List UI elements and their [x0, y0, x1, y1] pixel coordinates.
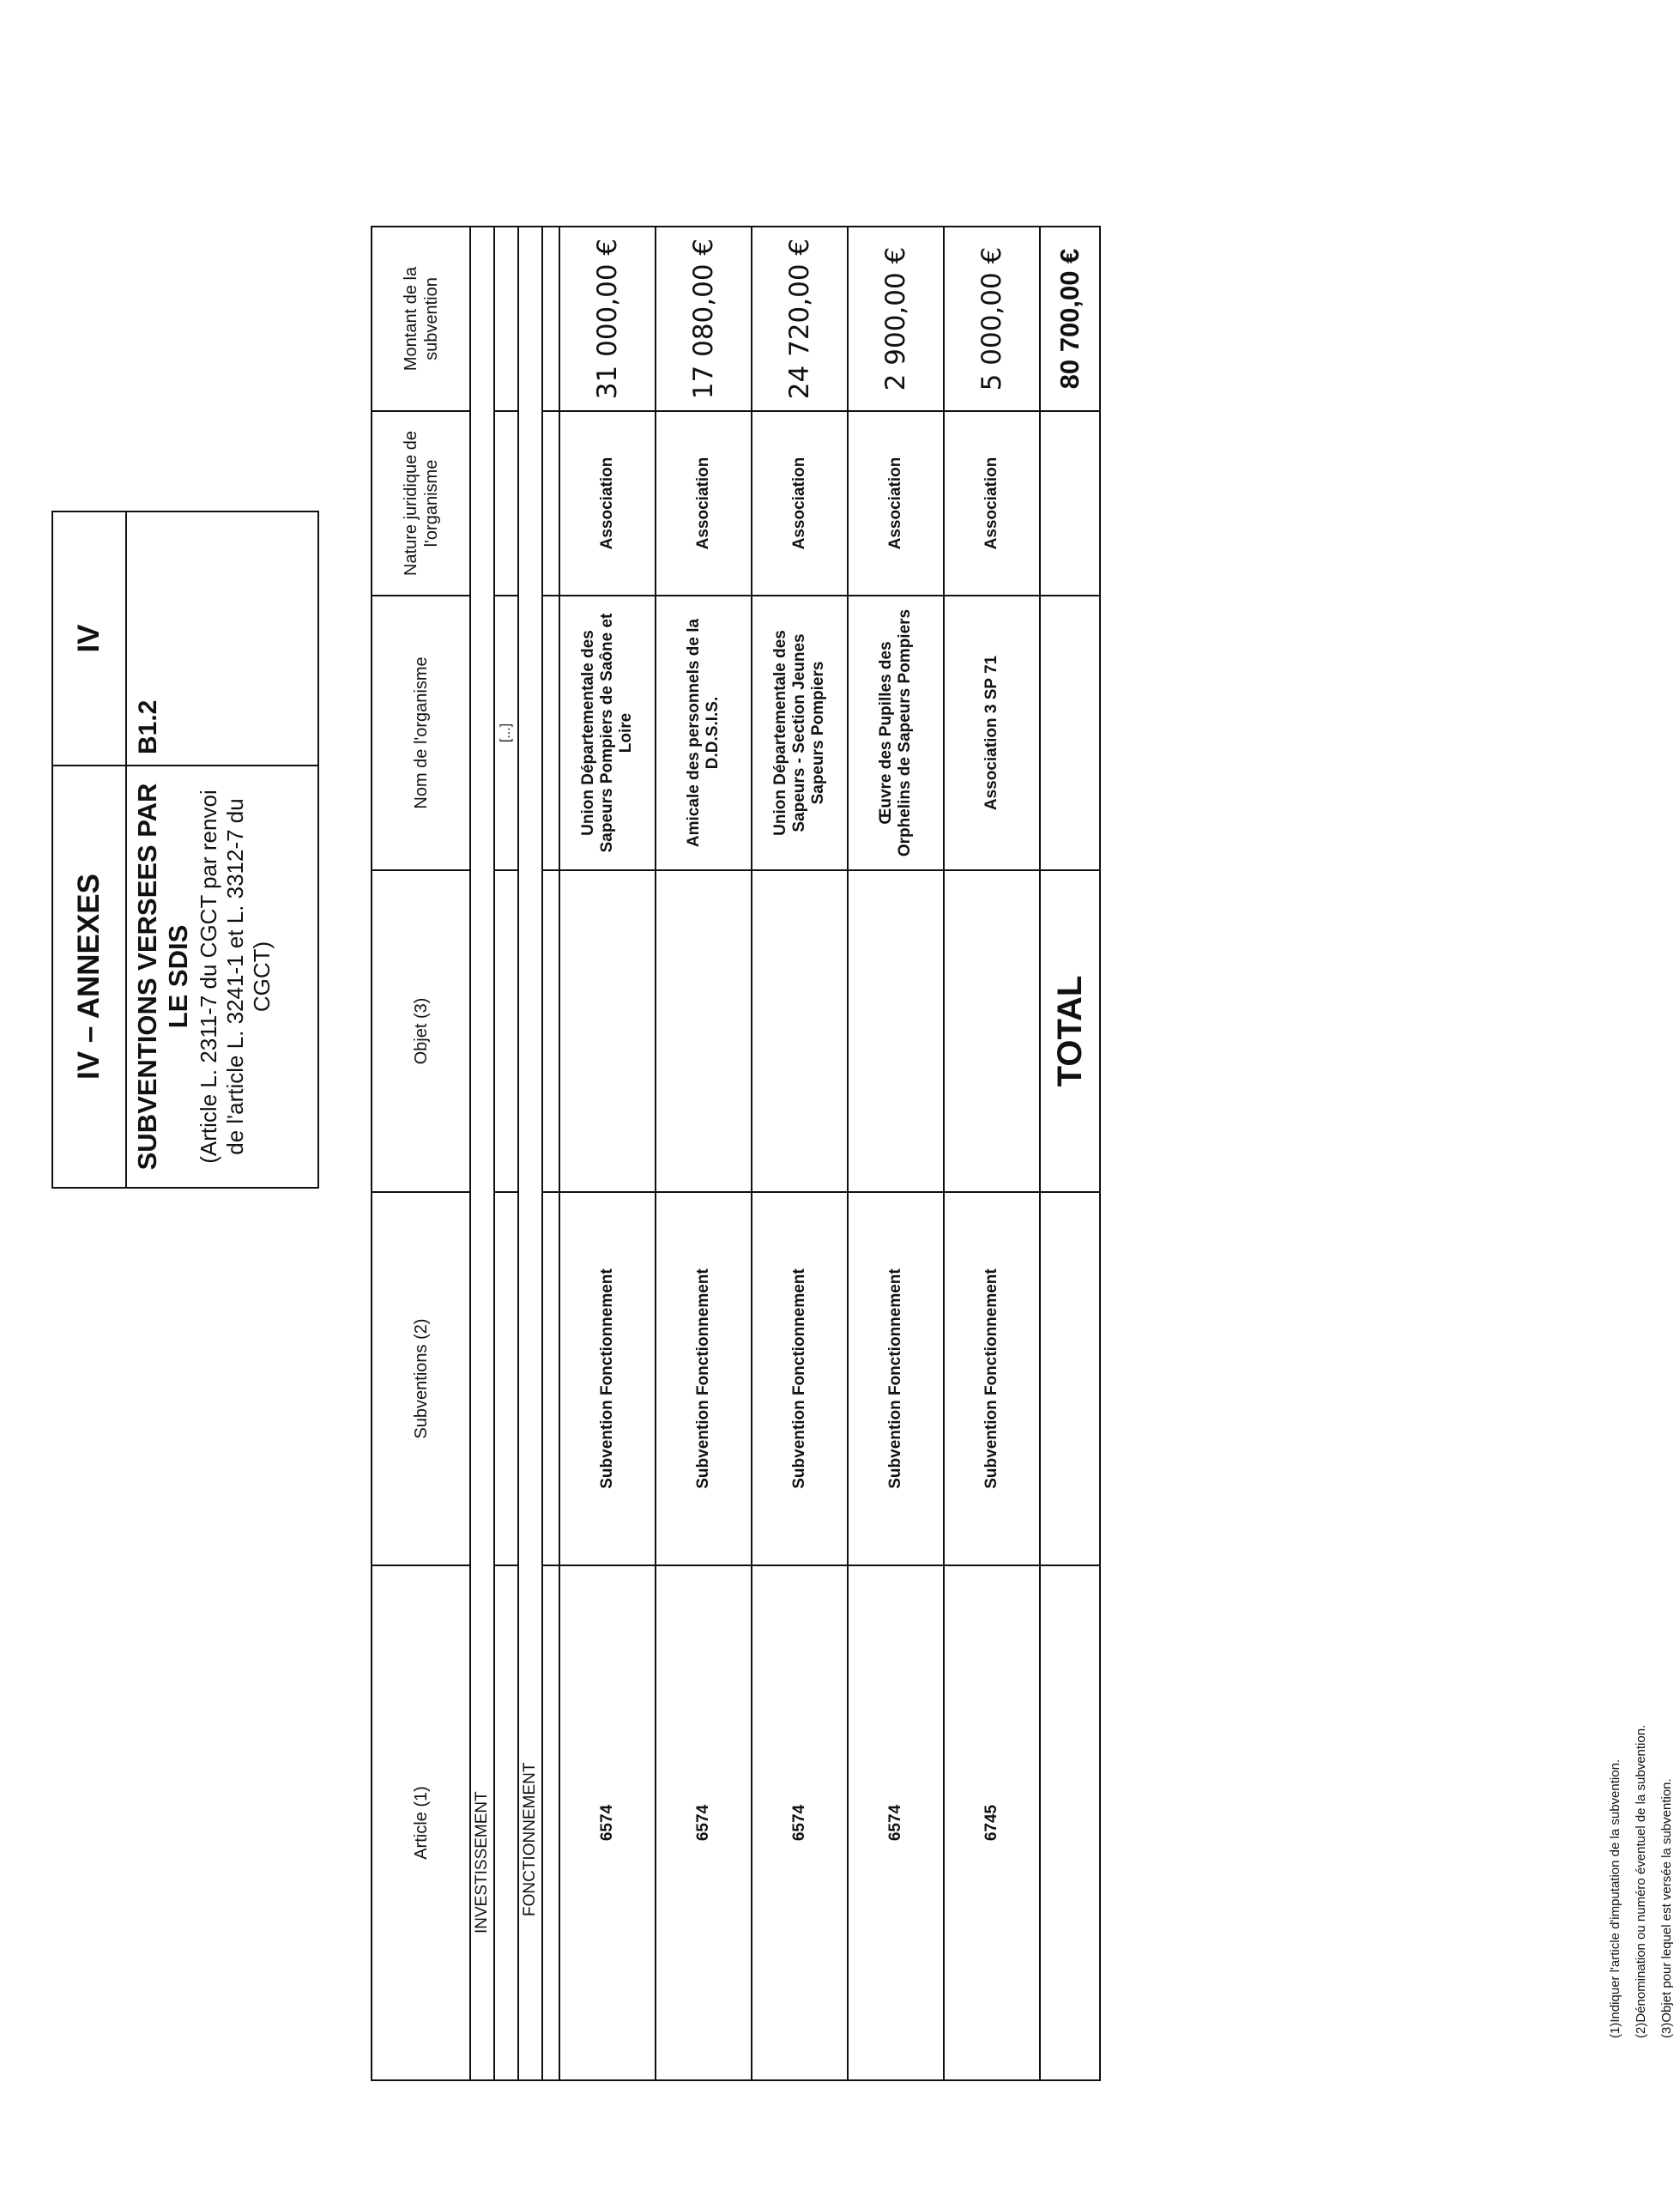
cell-objet	[848, 870, 944, 1192]
section-investissement: INVESTISSEMENT	[470, 227, 494, 2080]
cell-nature: Association	[752, 411, 848, 596]
cell-montant: 17 080,00 €	[656, 227, 752, 411]
cell-subvention: Subvention Fonctionnement	[656, 1192, 752, 1565]
cell-organisme: Association 3 SP 71	[944, 596, 1040, 870]
cell-subvention: Subvention Fonctionnement	[848, 1192, 944, 1565]
cell-objet	[656, 870, 752, 1192]
section-fonctionnement: FONCTIONNEMENT	[518, 227, 542, 2080]
footnote-1: (1)Indiquer l'article d'imputation de la subvention.	[1608, 1758, 1623, 2038]
col-article: Article (1)	[372, 1565, 470, 2080]
annex-title: SUBVENTIONS VERSEES PAR LE SDIS	[132, 783, 193, 1171]
cell-article: 6574	[848, 1565, 944, 2080]
col-nom-organisme: Nom de l'organisme	[372, 596, 470, 870]
annex-number: IV	[52, 511, 126, 766]
table-row	[848, 227, 944, 2080]
table-header-row	[372, 227, 470, 2080]
table-row	[559, 227, 656, 2080]
cell-objet	[752, 870, 848, 1192]
table-row	[944, 227, 1040, 2080]
cell-article: 6745	[944, 1565, 1040, 2080]
cell-nature: Association	[559, 411, 656, 596]
cell-organisme: Amicale des personnels de la D.D.S.I.S.	[656, 596, 752, 870]
col-nature-juridique: Nature juridique de l'organisme	[372, 411, 470, 596]
cell-objet	[944, 870, 1040, 1192]
cell-subvention: Subvention Fonctionnement	[944, 1192, 1040, 1565]
footnote-2: (2)Dénomination ou numéro éventuel de la subvention.	[1634, 1724, 1648, 2038]
section-row-investissement	[470, 227, 494, 2080]
cell-nature: Association	[848, 411, 944, 596]
cell-article: 6574	[752, 1565, 848, 2080]
col-subventions: Subventions (2)	[372, 1192, 470, 1565]
cell-nature: Association	[944, 411, 1040, 596]
annex-subtitle: (Article L. 2311-7 du CGCT par renvoi de l'article L. 3241-1 et L. 3312-7 du CGCT)	[196, 790, 275, 1164]
table-row	[752, 227, 848, 2080]
annex-code: B1.2	[126, 511, 318, 766]
table-row	[656, 227, 752, 2080]
total-row	[1040, 227, 1100, 2080]
cell-subvention: Subvention Fonctionnement	[559, 1192, 656, 1565]
col-montant: Montant de la subvention	[372, 227, 470, 411]
cell-organisme: Œuvre des Pupilles des Orphelins de Sapeurs Pompiers	[848, 596, 944, 870]
placeholder-text: [...]	[494, 596, 518, 870]
cell-montant: 24 720,00 €	[752, 227, 848, 411]
cell-subvention: Subvention Fonctionnement	[752, 1192, 848, 1565]
placeholder-row	[494, 227, 518, 2080]
cell-organisme: Union Départementale des Sapeurs - Section Jeunes Sapeurs Pompiers	[752, 596, 848, 870]
total-amount: 80 700,00 €	[1040, 227, 1100, 411]
annex-title-cell	[126, 766, 318, 1188]
col-objet: Objet (3)	[372, 870, 470, 1192]
cell-article: 6574	[559, 1565, 656, 2080]
annex-header	[51, 511, 319, 1189]
footnote-3: (3)Objet pour lequel est versée la subvention.	[1659, 1778, 1674, 2038]
cell-montant: 5 000,00 €	[944, 227, 1040, 411]
total-label: TOTAL	[1040, 870, 1100, 1192]
spacer-row	[542, 227, 559, 2080]
cell-organisme: Union Départementale des Sapeurs Pompiers de Saône et Loire	[559, 596, 656, 870]
subsidies-table	[371, 226, 1101, 2081]
section-row-fonctionnement	[518, 227, 542, 2080]
cell-nature: Association	[656, 411, 752, 596]
annex-label: IV – ANNEXES	[52, 766, 126, 1188]
cell-montant: 2 900,00 €	[848, 227, 944, 411]
cell-montant: 31 000,00 €	[559, 227, 656, 411]
cell-objet	[559, 870, 656, 1192]
cell-article: 6574	[656, 1565, 752, 2080]
footnotes-list	[1603, 1725, 1680, 2038]
